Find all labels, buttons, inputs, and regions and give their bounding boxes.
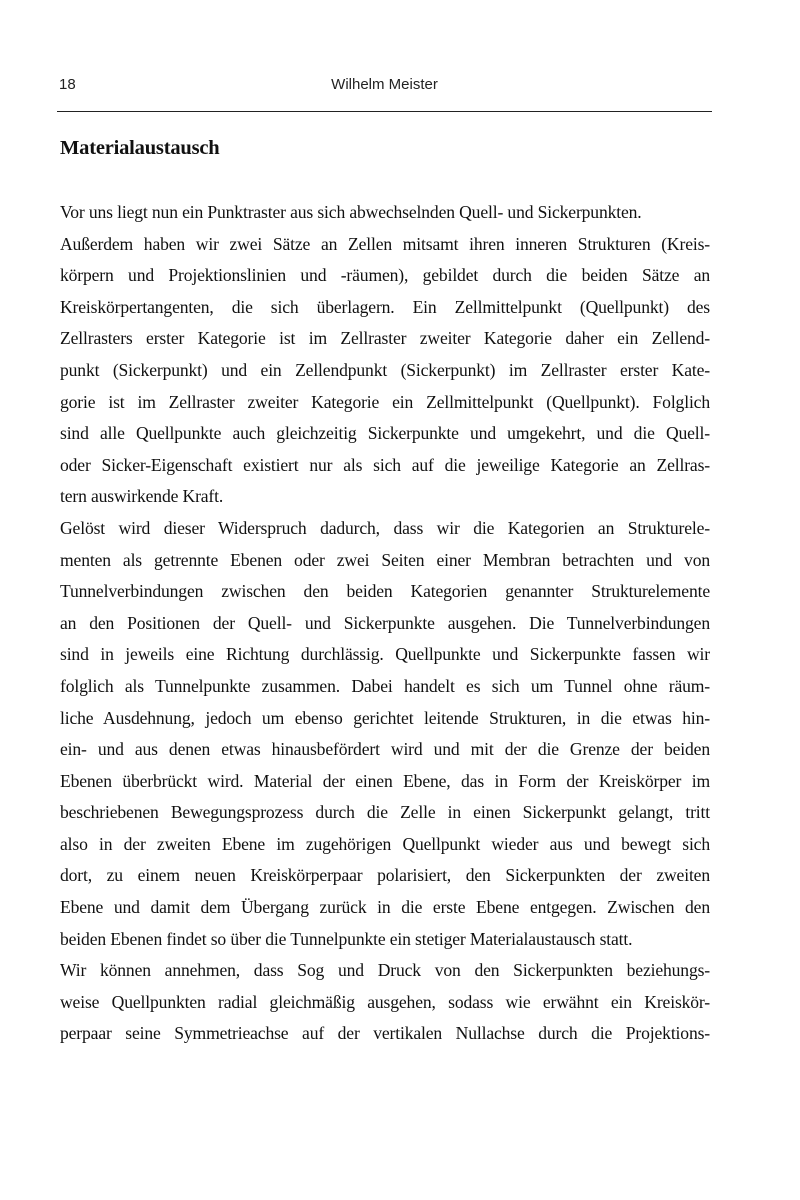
section-title: Materialaustausch xyxy=(60,137,220,159)
text-line: an den Positionen der Quell- und Sickerpunkte ausgehen. Die Tunnelverbindungen xyxy=(60,612,710,633)
text-line: weise Quellpunkten radial gleichmäßig ausgehen, sodass wie erwähnt ein Kreiskör- xyxy=(60,991,710,1012)
text-line: Tunnelverbindungen zwischen den beiden Kategorien genannter Strukturelemente xyxy=(60,581,710,602)
text-line: tern auswirkende Kraft. xyxy=(60,486,224,507)
text-line: Außerdem haben wir zwei Sätze an Zellen mitsamt ihren inneren Strukturen (Kreis- xyxy=(60,233,710,254)
text-line: Kreiskörpertangenten, die sich überlagern. Ein Zellmittelpunkt (Quellpunkt) des xyxy=(60,296,710,317)
text-line: menten als getrennte Ebenen oder zwei Seiten einer Membran betrachten und von xyxy=(60,549,710,570)
text-line: Gelöst wird dieser Widerspruch dadurch, dass wir die Kategorien an Strukturele- xyxy=(60,517,710,538)
text-line: dort, zu einem neuen Kreiskörperpaar polarisiert, den Sickerpunkten der zweiten xyxy=(60,865,710,886)
text-line: gorie ist im Zellraster zweiter Kategorie ein Zellmittelpunkt (Quellpunkt). Folglich xyxy=(60,391,710,412)
text-line: Zellrasters erster Kategorie ist im Zellraster zweiter Kategorie daher ein Zellend- xyxy=(60,328,710,349)
text-line: folglich als Tunnelpunkte zusammen. Dabei handelt es sich um Tunnel ohne räum- xyxy=(60,675,710,696)
text-line: beiden Ebenen findet so über die Tunnelpunkte ein stetiger Materialaustausch statt. xyxy=(60,928,633,949)
text-line: also in der zweiten Ebene im zugehörigen Quellpunkt wieder aus und bewegt sich xyxy=(60,833,710,854)
text-line: Ebene und damit dem Übergang zurück in die erste Ebene entgegen. Zwischen den xyxy=(60,897,710,918)
text-line: Vor uns liegt nun ein Punktraster aus sich abwechselnden Quell- und Sickerpunkten. xyxy=(60,202,642,222)
text-line: körpern und Projektionslinien und -räumen), gebildet durch die beiden Sätze an xyxy=(60,265,710,286)
text-line: punkt (Sickerpunkt) und ein Zellendpunkt (Sickerpunkt) im Zellraster erster Kate- xyxy=(60,359,710,380)
text-line: perpaar seine Symmetrieachse auf der vertikalen Nullachse durch die Projektions- xyxy=(60,1023,710,1044)
text-line: sind alle Quellpunkte auch gleichzeitig Sickerpunkte und umgekehrt, und die Quell- xyxy=(60,423,710,444)
text-line: oder Sicker-Eigenschaft existiert nur als sich auf die jeweilige Kategorie an Zellras- xyxy=(60,454,710,475)
page-header xyxy=(57,76,712,100)
page-number: 18 xyxy=(59,76,76,93)
text-line: ein- und aus denen etwas hinausbefördert wird und mit der die Grenze der beiden xyxy=(60,739,710,760)
text-line: sind in jeweils eine Richtung durchlässig. Quellpunkte und Sickerpunkte fassen wir xyxy=(60,644,710,665)
body-text xyxy=(60,197,710,1050)
running-title: Wilhelm Meister xyxy=(331,76,438,93)
text-line: beschriebenen Bewegungsprozess durch die Zelle in einen Sickerpunkt gelangt, tritt xyxy=(60,802,710,823)
text-line: Wir können annehmen, dass Sog und Druck von den Sickerpunkten beziehungs- xyxy=(60,960,710,981)
header-rule xyxy=(57,111,712,112)
text-line: liche Ausdehnung, jedoch um ebenso gerichtet leitende Strukturen, in die etwas hin- xyxy=(60,707,710,728)
text-line: Ebenen überbrückt wird. Material der einen Ebene, das in Form der Kreiskörper im xyxy=(60,770,710,791)
